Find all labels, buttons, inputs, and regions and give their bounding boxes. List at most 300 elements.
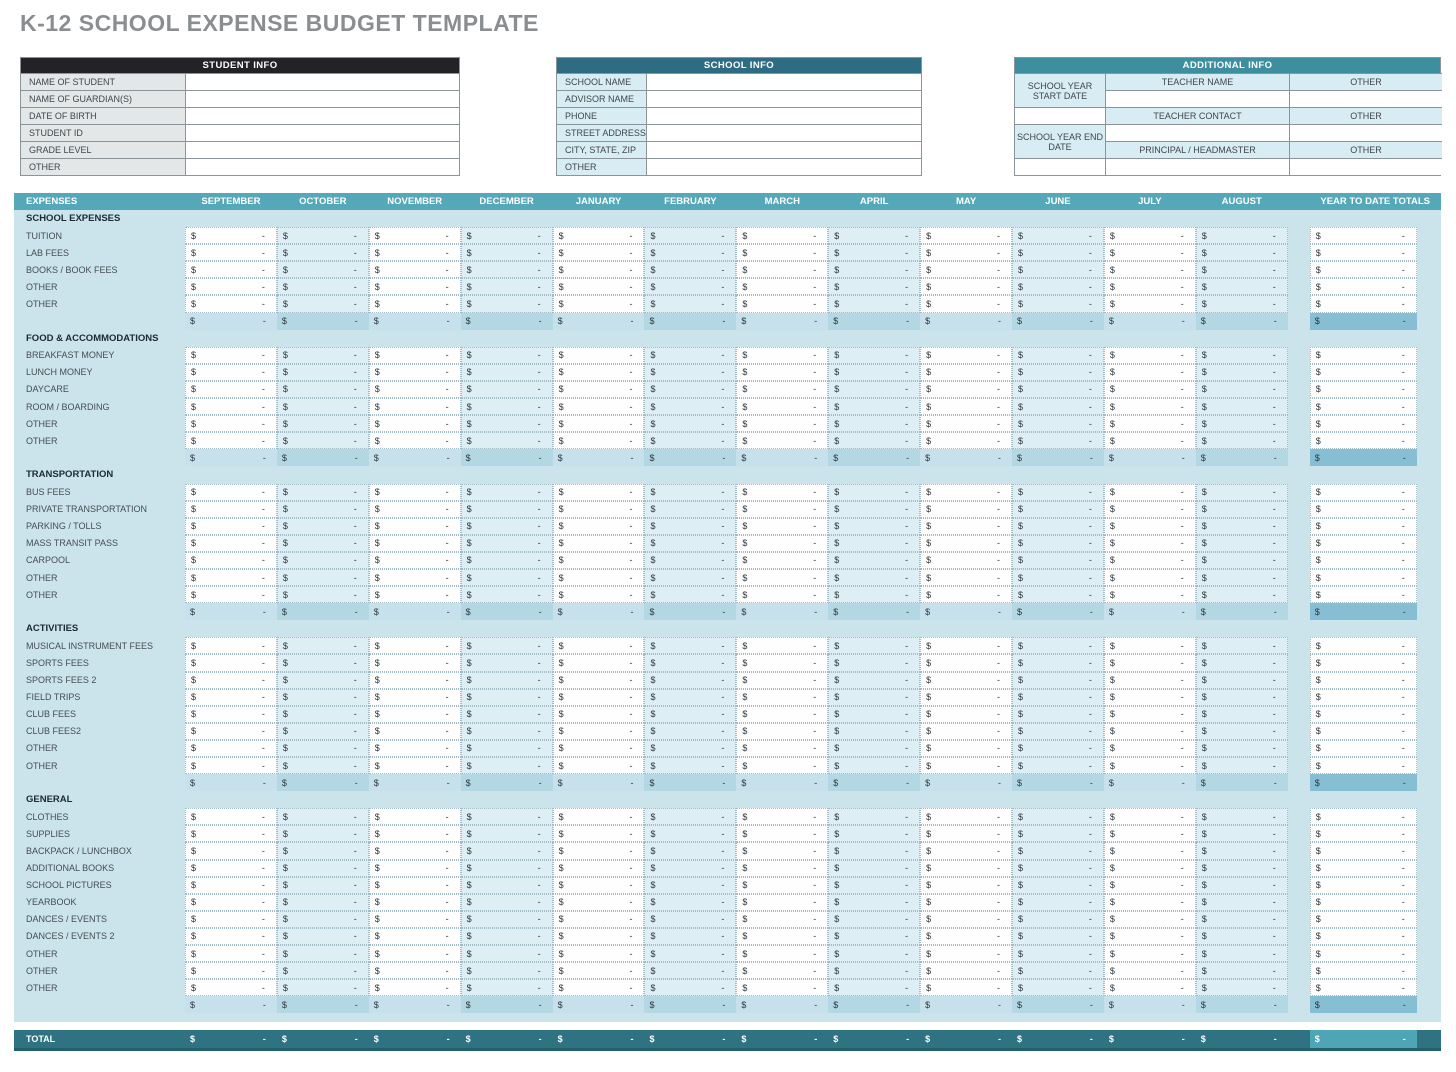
amount-cell[interactable] [277, 637, 369, 654]
amount-cell[interactable] [1104, 979, 1196, 996]
amount-cell[interactable] [553, 518, 645, 535]
amount-cell[interactable] [920, 740, 1012, 757]
amount-cell[interactable] [553, 706, 645, 723]
amount-cell[interactable] [736, 945, 828, 962]
amount-cell[interactable] [553, 654, 645, 671]
amount-cell[interactable] [1196, 689, 1288, 706]
amount-cell[interactable] [277, 227, 369, 244]
amount-cell[interactable] [644, 808, 736, 825]
amount-cell[interactable] [828, 569, 920, 586]
amount-cell[interactable] [461, 518, 553, 535]
amount-cell[interactable] [1012, 415, 1104, 432]
amount-cell[interactable] [553, 415, 645, 432]
amount-cell[interactable] [369, 227, 461, 244]
amount-cell[interactable] [828, 757, 920, 774]
amount-cell[interactable] [277, 278, 369, 295]
amount-cell[interactable] [920, 364, 1012, 381]
amount-cell[interactable] [185, 894, 277, 911]
amount-cell[interactable] [461, 860, 553, 877]
amount-cell[interactable] [1104, 586, 1196, 603]
amount-cell[interactable] [1012, 740, 1104, 757]
amount-cell[interactable] [185, 432, 277, 449]
amount-cell[interactable] [1104, 860, 1196, 877]
amount-cell[interactable] [277, 415, 369, 432]
amount-cell[interactable] [461, 244, 553, 261]
amount-cell[interactable] [553, 227, 645, 244]
amount-cell[interactable] [1012, 689, 1104, 706]
amount-cell[interactable] [1104, 877, 1196, 894]
amount-cell[interactable] [644, 672, 736, 689]
amount-cell[interactable] [1104, 347, 1196, 364]
amount-cell[interactable] [736, 227, 828, 244]
amount-cell[interactable] [644, 535, 736, 552]
amount-cell[interactable] [1012, 825, 1104, 842]
amount-cell[interactable] [277, 295, 369, 312]
amount-cell[interactable] [369, 535, 461, 552]
amount-cell[interactable] [1104, 894, 1196, 911]
amount-cell[interactable] [1012, 586, 1104, 603]
amount-cell[interactable] [1012, 518, 1104, 535]
student-info-value-field[interactable] [185, 107, 459, 124]
amount-cell[interactable] [644, 244, 736, 261]
amount-cell[interactable] [369, 278, 461, 295]
amount-cell[interactable] [828, 723, 920, 740]
other-field[interactable] [1289, 124, 1442, 141]
amount-cell[interactable] [185, 877, 277, 894]
amount-cell[interactable] [736, 381, 828, 398]
amount-cell[interactable] [277, 945, 369, 962]
amount-cell[interactable] [461, 979, 553, 996]
amount-cell[interactable] [461, 877, 553, 894]
amount-cell[interactable] [828, 586, 920, 603]
amount-cell[interactable] [553, 860, 645, 877]
amount-cell[interactable] [277, 740, 369, 757]
amount-cell[interactable] [920, 706, 1012, 723]
amount-cell[interactable] [1196, 244, 1288, 261]
amount-cell[interactable] [1104, 501, 1196, 518]
amount-cell[interactable] [1196, 261, 1288, 278]
amount-cell[interactable] [369, 654, 461, 671]
teacher-name-field[interactable] [1105, 90, 1289, 107]
amount-cell[interactable] [920, 415, 1012, 432]
amount-cell[interactable] [644, 227, 736, 244]
amount-cell[interactable] [736, 962, 828, 979]
other-field[interactable] [1289, 90, 1442, 107]
amount-cell[interactable] [553, 945, 645, 962]
amount-cell[interactable] [185, 261, 277, 278]
amount-cell[interactable] [277, 911, 369, 928]
amount-cell[interactable] [185, 689, 277, 706]
amount-cell[interactable] [920, 278, 1012, 295]
amount-cell[interactable] [461, 740, 553, 757]
amount-cell[interactable] [920, 484, 1012, 501]
school-info-value-field[interactable] [646, 158, 921, 175]
amount-cell[interactable] [644, 586, 736, 603]
amount-cell[interactable] [185, 757, 277, 774]
amount-cell[interactable] [736, 637, 828, 654]
amount-cell[interactable] [553, 962, 645, 979]
amount-cell[interactable] [920, 295, 1012, 312]
amount-cell[interactable] [1104, 689, 1196, 706]
amount-cell[interactable] [1104, 928, 1196, 945]
amount-cell[interactable] [553, 569, 645, 586]
amount-cell[interactable] [644, 962, 736, 979]
amount-cell[interactable] [185, 979, 277, 996]
amount-cell[interactable] [1196, 825, 1288, 842]
amount-cell[interactable] [185, 860, 277, 877]
amount-cell[interactable] [277, 364, 369, 381]
amount-cell[interactable] [461, 808, 553, 825]
amount-cell[interactable] [828, 962, 920, 979]
amount-cell[interactable] [1196, 860, 1288, 877]
amount-cell[interactable] [185, 842, 277, 859]
amount-cell[interactable] [1012, 979, 1104, 996]
amount-cell[interactable] [1196, 740, 1288, 757]
amount-cell[interactable] [369, 484, 461, 501]
amount-cell[interactable] [644, 723, 736, 740]
amount-cell[interactable] [1104, 654, 1196, 671]
amount-cell[interactable] [185, 825, 277, 842]
school-info-value-field[interactable] [646, 107, 921, 124]
amount-cell[interactable] [920, 535, 1012, 552]
amount-cell[interactable] [828, 398, 920, 415]
amount-cell[interactable] [553, 432, 645, 449]
amount-cell[interactable] [553, 484, 645, 501]
amount-cell[interactable] [1196, 654, 1288, 671]
amount-cell[interactable] [644, 877, 736, 894]
amount-cell[interactable] [553, 689, 645, 706]
amount-cell[interactable] [920, 860, 1012, 877]
amount-cell[interactable] [369, 381, 461, 398]
amount-cell[interactable] [1196, 877, 1288, 894]
amount-cell[interactable] [1104, 295, 1196, 312]
amount-cell[interactable] [920, 757, 1012, 774]
amount-cell[interactable] [828, 261, 920, 278]
amount-cell[interactable] [1012, 637, 1104, 654]
principal-headmaster-field[interactable] [1105, 158, 1289, 175]
amount-cell[interactable] [920, 552, 1012, 569]
amount-cell[interactable] [1104, 432, 1196, 449]
amount-cell[interactable] [736, 689, 828, 706]
amount-cell[interactable] [1012, 535, 1104, 552]
amount-cell[interactable] [461, 842, 553, 859]
amount-cell[interactable] [1104, 706, 1196, 723]
amount-cell[interactable] [920, 945, 1012, 962]
amount-cell[interactable] [1012, 945, 1104, 962]
amount-cell[interactable] [369, 945, 461, 962]
amount-cell[interactable] [644, 945, 736, 962]
amount-cell[interactable] [644, 278, 736, 295]
amount-cell[interactable] [828, 518, 920, 535]
amount-cell[interactable] [185, 706, 277, 723]
amount-cell[interactable] [277, 672, 369, 689]
amount-cell[interactable] [920, 894, 1012, 911]
amount-cell[interactable] [828, 364, 920, 381]
amount-cell[interactable] [1104, 808, 1196, 825]
amount-cell[interactable] [277, 706, 369, 723]
amount-cell[interactable] [277, 347, 369, 364]
amount-cell[interactable] [644, 261, 736, 278]
amount-cell[interactable] [461, 261, 553, 278]
amount-cell[interactable] [369, 689, 461, 706]
amount-cell[interactable] [1196, 569, 1288, 586]
amount-cell[interactable] [736, 535, 828, 552]
amount-cell[interactable] [553, 723, 645, 740]
amount-cell[interactable] [828, 877, 920, 894]
amount-cell[interactable] [1104, 569, 1196, 586]
amount-cell[interactable] [277, 535, 369, 552]
amount-cell[interactable] [920, 842, 1012, 859]
amount-cell[interactable] [920, 518, 1012, 535]
amount-cell[interactable] [553, 278, 645, 295]
school-info-value-field[interactable] [646, 73, 921, 90]
amount-cell[interactable] [185, 637, 277, 654]
amount-cell[interactable] [1012, 227, 1104, 244]
amount-cell[interactable] [461, 432, 553, 449]
amount-cell[interactable] [553, 261, 645, 278]
amount-cell[interactable] [644, 364, 736, 381]
amount-cell[interactable] [828, 928, 920, 945]
amount-cell[interactable] [369, 757, 461, 774]
amount-cell[interactable] [185, 723, 277, 740]
amount-cell[interactable] [1012, 672, 1104, 689]
amount-cell[interactable] [277, 860, 369, 877]
amount-cell[interactable] [920, 928, 1012, 945]
amount-cell[interactable] [277, 398, 369, 415]
amount-cell[interactable] [1104, 244, 1196, 261]
amount-cell[interactable] [185, 381, 277, 398]
amount-cell[interactable] [185, 415, 277, 432]
amount-cell[interactable] [277, 261, 369, 278]
amount-cell[interactable] [1196, 415, 1288, 432]
amount-cell[interactable] [736, 261, 828, 278]
amount-cell[interactable] [1012, 654, 1104, 671]
amount-cell[interactable] [1012, 364, 1104, 381]
amount-cell[interactable] [736, 347, 828, 364]
amount-cell[interactable] [736, 740, 828, 757]
school-info-value-field[interactable] [646, 124, 921, 141]
amount-cell[interactable] [553, 808, 645, 825]
amount-cell[interactable] [553, 877, 645, 894]
amount-cell[interactable] [369, 586, 461, 603]
student-info-value-field[interactable] [185, 141, 459, 158]
amount-cell[interactable] [553, 398, 645, 415]
amount-cell[interactable] [1012, 484, 1104, 501]
amount-cell[interactable] [1104, 723, 1196, 740]
amount-cell[interactable] [644, 654, 736, 671]
amount-cell[interactable] [461, 501, 553, 518]
amount-cell[interactable] [1104, 381, 1196, 398]
amount-cell[interactable] [553, 347, 645, 364]
amount-cell[interactable] [1196, 552, 1288, 569]
amount-cell[interactable] [1196, 586, 1288, 603]
amount-cell[interactable] [1104, 962, 1196, 979]
amount-cell[interactable] [828, 689, 920, 706]
amount-cell[interactable] [461, 535, 553, 552]
amount-cell[interactable] [736, 552, 828, 569]
amount-cell[interactable] [461, 381, 553, 398]
amount-cell[interactable] [369, 928, 461, 945]
amount-cell[interactable] [277, 552, 369, 569]
amount-cell[interactable] [461, 552, 553, 569]
amount-cell[interactable] [461, 706, 553, 723]
school-year-start-date-field[interactable] [1015, 107, 1105, 124]
amount-cell[interactable] [277, 244, 369, 261]
amount-cell[interactable] [369, 808, 461, 825]
amount-cell[interactable] [1196, 295, 1288, 312]
student-info-value-field[interactable] [185, 90, 459, 107]
amount-cell[interactable] [369, 894, 461, 911]
amount-cell[interactable] [828, 860, 920, 877]
amount-cell[interactable] [1196, 911, 1288, 928]
amount-cell[interactable] [185, 278, 277, 295]
amount-cell[interactable] [920, 432, 1012, 449]
amount-cell[interactable] [920, 347, 1012, 364]
amount-cell[interactable] [1104, 227, 1196, 244]
amount-cell[interactable] [1012, 757, 1104, 774]
amount-cell[interactable] [1012, 278, 1104, 295]
amount-cell[interactable] [828, 979, 920, 996]
amount-cell[interactable] [277, 808, 369, 825]
amount-cell[interactable] [185, 672, 277, 689]
amount-cell[interactable] [1012, 244, 1104, 261]
amount-cell[interactable] [1012, 860, 1104, 877]
amount-cell[interactable] [369, 842, 461, 859]
amount-cell[interactable] [1012, 928, 1104, 945]
amount-cell[interactable] [920, 672, 1012, 689]
amount-cell[interactable] [644, 757, 736, 774]
amount-cell[interactable] [1104, 535, 1196, 552]
amount-cell[interactable] [644, 911, 736, 928]
amount-cell[interactable] [1104, 484, 1196, 501]
amount-cell[interactable] [1012, 842, 1104, 859]
amount-cell[interactable] [369, 706, 461, 723]
amount-cell[interactable] [553, 928, 645, 945]
amount-cell[interactable] [461, 825, 553, 842]
amount-cell[interactable] [1196, 398, 1288, 415]
amount-cell[interactable] [920, 825, 1012, 842]
amount-cell[interactable] [644, 740, 736, 757]
amount-cell[interactable] [1104, 415, 1196, 432]
amount-cell[interactable] [461, 227, 553, 244]
amount-cell[interactable] [828, 842, 920, 859]
amount-cell[interactable] [920, 227, 1012, 244]
amount-cell[interactable] [369, 637, 461, 654]
amount-cell[interactable] [1196, 757, 1288, 774]
amount-cell[interactable] [1196, 894, 1288, 911]
amount-cell[interactable] [553, 740, 645, 757]
amount-cell[interactable] [369, 962, 461, 979]
amount-cell[interactable] [461, 654, 553, 671]
amount-cell[interactable] [736, 928, 828, 945]
amount-cell[interactable] [369, 398, 461, 415]
amount-cell[interactable] [736, 295, 828, 312]
amount-cell[interactable] [1196, 364, 1288, 381]
other-field[interactable] [1289, 158, 1442, 175]
amount-cell[interactable] [277, 432, 369, 449]
amount-cell[interactable] [369, 501, 461, 518]
amount-cell[interactable] [461, 586, 553, 603]
amount-cell[interactable] [828, 825, 920, 842]
amount-cell[interactable] [277, 928, 369, 945]
amount-cell[interactable] [1196, 928, 1288, 945]
amount-cell[interactable] [461, 672, 553, 689]
amount-cell[interactable] [553, 672, 645, 689]
amount-cell[interactable] [1104, 740, 1196, 757]
amount-cell[interactable] [277, 518, 369, 535]
amount-cell[interactable] [277, 689, 369, 706]
amount-cell[interactable] [1196, 432, 1288, 449]
amount-cell[interactable] [828, 535, 920, 552]
amount-cell[interactable] [1104, 552, 1196, 569]
amount-cell[interactable] [644, 842, 736, 859]
amount-cell[interactable] [277, 842, 369, 859]
amount-cell[interactable] [185, 518, 277, 535]
amount-cell[interactable] [369, 364, 461, 381]
amount-cell[interactable] [185, 962, 277, 979]
amount-cell[interactable] [736, 432, 828, 449]
amount-cell[interactable] [185, 552, 277, 569]
amount-cell[interactable] [1012, 501, 1104, 518]
amount-cell[interactable] [369, 432, 461, 449]
amount-cell[interactable] [185, 911, 277, 928]
amount-cell[interactable] [828, 911, 920, 928]
amount-cell[interactable] [1104, 364, 1196, 381]
school-info-value-field[interactable] [646, 141, 921, 158]
amount-cell[interactable] [828, 415, 920, 432]
amount-cell[interactable] [553, 501, 645, 518]
amount-cell[interactable] [1012, 552, 1104, 569]
amount-cell[interactable] [369, 979, 461, 996]
amount-cell[interactable] [553, 825, 645, 842]
amount-cell[interactable] [736, 979, 828, 996]
amount-cell[interactable] [828, 706, 920, 723]
amount-cell[interactable] [185, 398, 277, 415]
amount-cell[interactable] [369, 347, 461, 364]
amount-cell[interactable] [828, 740, 920, 757]
amount-cell[interactable] [553, 894, 645, 911]
amount-cell[interactable] [1012, 569, 1104, 586]
amount-cell[interactable] [920, 637, 1012, 654]
student-info-value-field[interactable] [185, 73, 459, 90]
amount-cell[interactable] [185, 227, 277, 244]
amount-cell[interactable] [644, 860, 736, 877]
amount-cell[interactable] [1012, 261, 1104, 278]
amount-cell[interactable] [461, 398, 553, 415]
amount-cell[interactable] [461, 723, 553, 740]
amount-cell[interactable] [461, 415, 553, 432]
amount-cell[interactable] [1196, 381, 1288, 398]
amount-cell[interactable] [461, 484, 553, 501]
amount-cell[interactable] [461, 689, 553, 706]
amount-cell[interactable] [1104, 842, 1196, 859]
amount-cell[interactable] [828, 244, 920, 261]
amount-cell[interactable] [277, 962, 369, 979]
amount-cell[interactable] [461, 911, 553, 928]
amount-cell[interactable] [736, 808, 828, 825]
amount-cell[interactable] [1104, 911, 1196, 928]
amount-cell[interactable] [1104, 261, 1196, 278]
amount-cell[interactable] [461, 962, 553, 979]
amount-cell[interactable] [920, 501, 1012, 518]
amount-cell[interactable] [736, 364, 828, 381]
amount-cell[interactable] [1012, 295, 1104, 312]
amount-cell[interactable] [185, 928, 277, 945]
amount-cell[interactable] [736, 569, 828, 586]
amount-cell[interactable] [736, 501, 828, 518]
amount-cell[interactable] [828, 381, 920, 398]
amount-cell[interactable] [644, 484, 736, 501]
